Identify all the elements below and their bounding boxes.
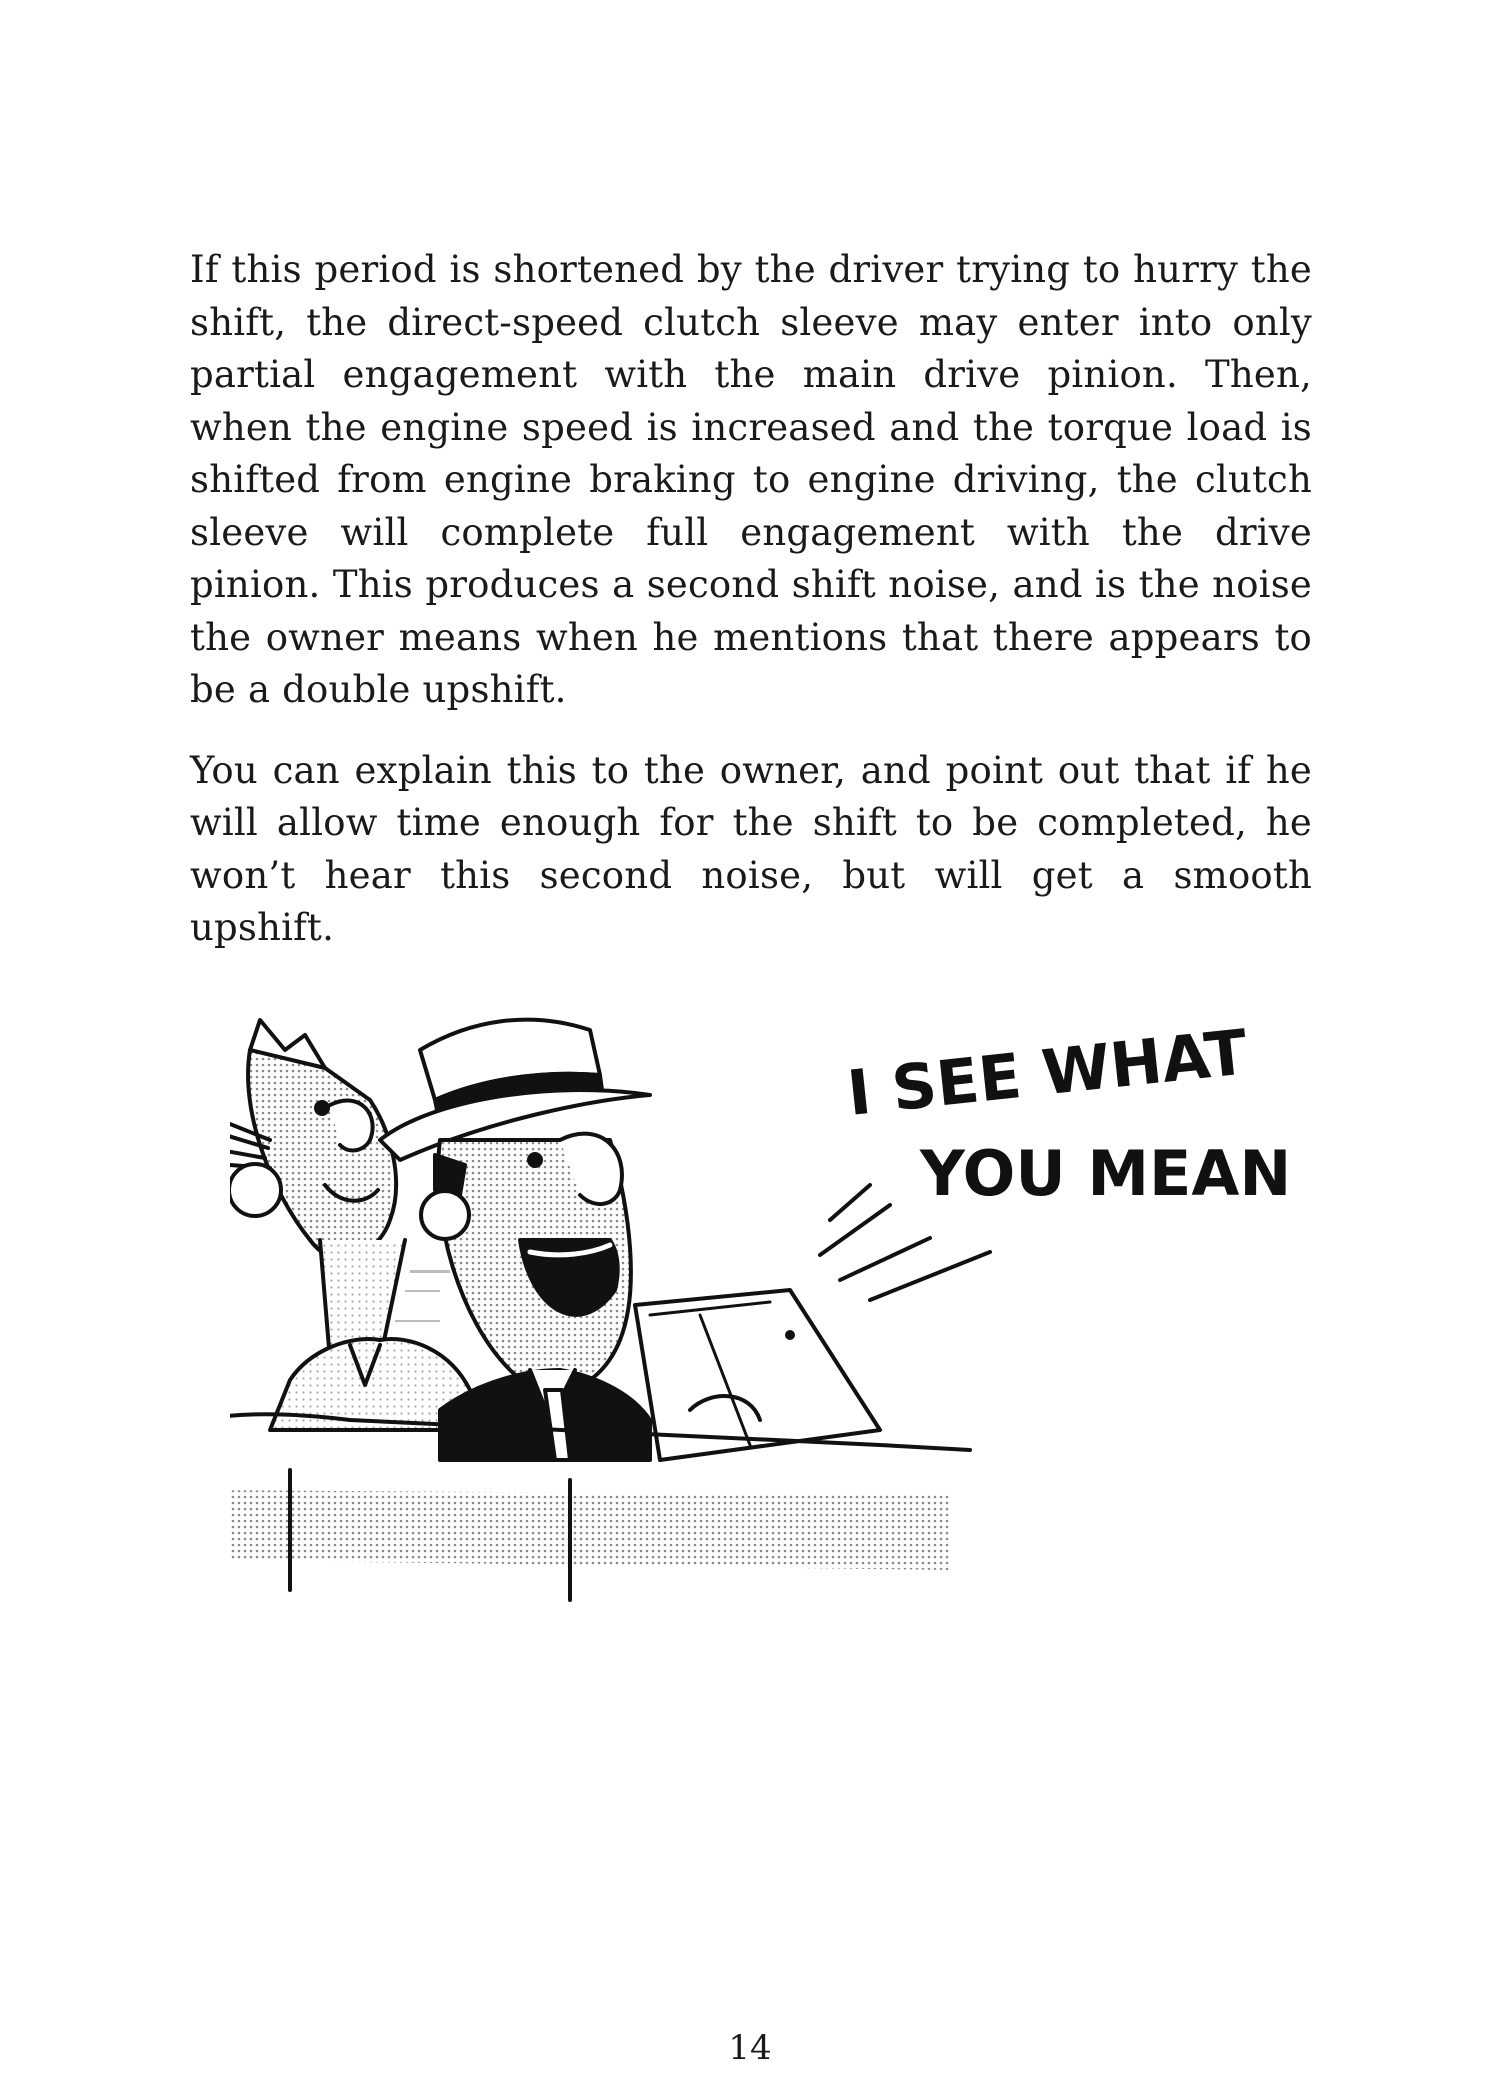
page-number: 14 (728, 2028, 772, 2068)
speech-line-1: I SEE WHAT (843, 1015, 1251, 1130)
decorative-halftone-specks (395, 1270, 450, 1322)
speech-line-2: YOU MEAN (920, 1137, 1292, 1210)
cartoon-illustration (230, 990, 1310, 1750)
body-text (190, 244, 1312, 955)
paragraph-1: If this period is shortened by the driver trying to hurry the shift, the direct-speed clutch sleeve may enter into only partial engagement with the main drive pinion. Then, when the engine speed is increased and the torque load is shifted from engine braking to engine driving, the clutch sleeve will complete full engagement with the drive pinion. This produces a second shift noise, and is the noise the owner means when he mentions that there appears to be a double upshift. (190, 248, 1312, 711)
paragraph-2: You can explain this to the owner, and point out that if he will allow time enough for the shift to be completed, he won’t hear this second noise, but will get a smooth upshift. (190, 748, 1312, 949)
